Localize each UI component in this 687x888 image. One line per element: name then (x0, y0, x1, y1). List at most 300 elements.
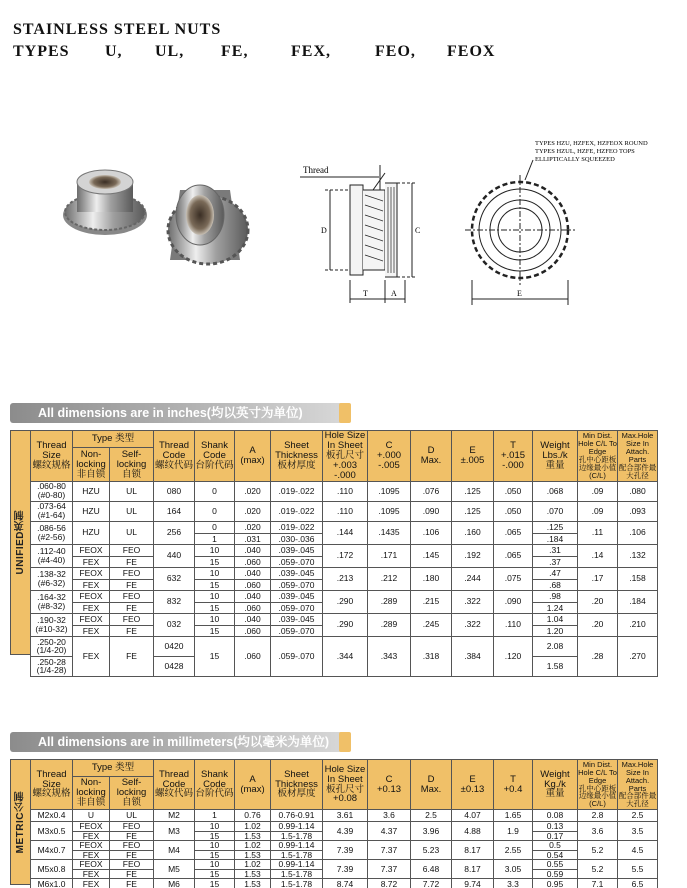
shank-code (195, 822, 235, 841)
selflocking-type: FE (110, 879, 154, 888)
sheet-thickness-1: 1.5-1.78 (271, 850, 322, 859)
c-dim: .1095 (368, 501, 411, 521)
shank-code-0: 10 (209, 821, 220, 831)
inch-thread-size-cell (31, 613, 73, 636)
c-dim: .289 (368, 590, 411, 613)
selflocking-type (110, 822, 154, 841)
thread-size-number: (#4-40) (37, 554, 66, 565)
sheet-thickness-1: .030-.036 (271, 533, 322, 544)
max-hole: 6.5 (618, 879, 658, 888)
t-dim: .075 (494, 567, 533, 590)
inch-header-min-dist: Min Dist. Hole C/L To Edge 孔中心距板边缘最小值(C/L) (578, 431, 617, 480)
e-dim: 9.74 (452, 879, 494, 888)
shank-code-1: 15 (195, 831, 234, 840)
weight-1: 0.59 (533, 869, 577, 878)
sheet-thickness-1: .059-.070 (271, 556, 322, 567)
weight-0: 0.5 (549, 840, 561, 850)
inch-thread-size-cell (31, 481, 73, 501)
a-max-1: 1.53 (235, 850, 270, 859)
a-max (235, 567, 271, 590)
d-max: .145 (411, 544, 452, 567)
nonlocking-type-0: FEOX (79, 821, 103, 831)
max-hole: 4.5 (618, 841, 658, 860)
weight (533, 860, 578, 879)
sheet-thickness-1: .059-.070 (271, 579, 322, 590)
t-dim: 3.3 (494, 879, 533, 888)
t-dim: 1.9 (494, 822, 533, 841)
nonlocking-type: HZU (73, 481, 110, 501)
inch-header-e: E ±.005 (452, 431, 494, 482)
weight (533, 841, 578, 860)
min-dist: .17 (578, 567, 618, 590)
nonlocking-type-1: FEX (73, 579, 109, 590)
sheet-thickness-0: 0.99-1.14 (278, 840, 315, 850)
shank-code: 1 (195, 810, 235, 822)
dim-d-label: D (321, 226, 327, 235)
selflocking-type-1: FE (110, 850, 153, 859)
selflocking-type-0: FEO (122, 544, 141, 555)
selflocking-type (110, 841, 154, 860)
sheet-thickness-1: 1.5-1.78 (271, 831, 322, 840)
hole-size: .213 (323, 567, 368, 590)
thread-size: M6x1.0 (37, 879, 66, 888)
a-max-1: .031 (235, 533, 270, 544)
a-max-0: .040 (244, 567, 261, 578)
hole-size: .110 (323, 501, 368, 521)
c-dim: .1435 (368, 521, 411, 544)
metric-header-t: T +0.4 (494, 760, 533, 810)
inch-header-thread-size: Thread Size 螺纹规格 (31, 431, 73, 482)
a-max-0: 1.02 (244, 821, 261, 831)
metric-thread-size-cell (31, 879, 73, 888)
types-line (13, 43, 495, 61)
metric-header-thread-size: Thread Size 螺纹规格 (31, 760, 73, 810)
shank-code-0: 10 (209, 859, 220, 869)
sheet-thickness (271, 613, 323, 636)
metric-thread-size-cell (31, 841, 73, 860)
inch-sidebar-label: UNIFIED英制 (15, 510, 26, 575)
inch-banner: All dimensions are in inches(均以英寸为单位) (10, 403, 345, 423)
min-dist: .20 (578, 613, 618, 636)
inch-header-weight: Weight Lbs./k 重量 (533, 431, 578, 482)
a-max (235, 521, 271, 544)
e-dim: 8.17 (452, 841, 494, 860)
hole-size: 7.39 (323, 841, 368, 860)
thread-size-number: (#2-56) (37, 531, 66, 542)
shank-code-0: 10 (209, 613, 220, 624)
inch-last-thread-code-a: 0420 (154, 636, 195, 656)
shank-code-0: 10 (209, 567, 220, 578)
type-u: U, (105, 43, 123, 60)
a-max: .020 (235, 501, 271, 521)
inch-header-sheet: Sheet Thickness 板材厚度 (271, 431, 323, 482)
inch-header-type: Type 类型 (73, 431, 154, 448)
selflocking-type-1: FE (110, 602, 153, 613)
inch-last-d: .318 (411, 636, 452, 676)
weight (533, 613, 578, 636)
nonlocking-type-0: FEOX (79, 544, 103, 555)
inch-header-shank-code: Shank Code 台阶代码 (195, 431, 235, 482)
thread-size-number: (#0-80) (37, 490, 66, 501)
max-hole: 2.5 (618, 810, 658, 822)
thread-code: M4 (154, 841, 195, 860)
nut-photo-2 (168, 185, 248, 264)
min-dist: .11 (578, 521, 618, 544)
dim-a-label: A (391, 289, 397, 298)
metric-header-selflocking: Self-locking 自锁 (110, 777, 154, 810)
inch-table-row (31, 567, 658, 590)
selflocking-type (110, 544, 154, 567)
thread-size-number: (#10-32) (35, 623, 68, 634)
t-dim: .065 (494, 521, 533, 544)
t-dim: 3.05 (494, 860, 533, 879)
metric-header-shank-code: Shank Code 台阶代码 (195, 760, 235, 810)
weight: .070 (533, 501, 578, 521)
selflocking-type (110, 860, 154, 879)
inch-thread-size-cell (31, 567, 73, 590)
type-ul: UL, (155, 43, 185, 60)
max-hole: .093 (618, 501, 658, 521)
shank-code (195, 613, 235, 636)
metric-thread-size-cell (31, 860, 73, 879)
thread-code: 256 (154, 521, 195, 544)
selflocking-type-0: FEO (122, 613, 141, 624)
a-max (235, 590, 271, 613)
metric-thread-size-cell (31, 822, 73, 841)
nonlocking-type-1: FEX (73, 831, 109, 840)
metric-thread-size-cell (31, 810, 73, 822)
c-dim: .1095 (368, 481, 411, 501)
e-dim: .160 (452, 521, 494, 544)
metric-header-a: A (max) (235, 760, 271, 810)
inch-thread-size-cell (31, 521, 73, 544)
nonlocking-type: U (73, 810, 110, 822)
inch-last-nonlocking: FEX (73, 636, 110, 676)
thread-code: 632 (154, 567, 195, 590)
inch-header-t: T +.015 -.000 (494, 431, 533, 482)
nonlocking-type (73, 590, 110, 613)
thread-code: 832 (154, 590, 195, 613)
a-max-0: .040 (244, 544, 261, 555)
nonlocking-type (73, 567, 110, 590)
t-dim: 2.55 (494, 841, 533, 860)
selflocking-type-1: FE (110, 831, 153, 840)
thread-size: .060-80 (37, 481, 66, 492)
selflocking-type-0: FEO (122, 859, 141, 869)
inch-last-thread-code-b: 0428 (154, 656, 195, 676)
nonlocking-type-0: FEOX (79, 840, 103, 850)
sheet-thickness-0: .039-.045 (278, 567, 315, 578)
c-dim: 8.72 (368, 879, 411, 888)
metric-sidebar-label: METRIC公制 (15, 790, 26, 854)
metric-table-row (31, 810, 658, 822)
selflocking-type-0: FEO (122, 567, 141, 578)
weight-0: 0.55 (546, 859, 564, 869)
c-dim: 4.37 (368, 822, 411, 841)
min-dist: 2.8 (578, 810, 618, 822)
inch-spec-table (30, 430, 658, 677)
thread-size: .112-40 (37, 545, 66, 556)
d-max: 7.72 (411, 879, 452, 888)
metric-banner: All dimensions are in millimeters(均以毫米为单位) (10, 732, 345, 752)
a-max-1: 1.53 (235, 831, 270, 840)
nonlocking-type-0: FEOX (79, 613, 103, 624)
hole-size: 3.61 (323, 810, 368, 822)
metric-header-e: E ±0.13 (452, 760, 494, 810)
d-max: 3.96 (411, 822, 452, 841)
drawing-note-2: TYPES HZUL, HZFE, HZFEO TOPS (535, 148, 635, 155)
max-hole: 5.5 (618, 860, 658, 879)
technical-drawing (295, 135, 675, 310)
inch-last-max: .270 (618, 636, 658, 676)
nonlocking-type (73, 613, 110, 636)
nut-front-view (465, 160, 575, 305)
shank-code-1: 15 (195, 850, 234, 859)
thread-size-number: (#6-32) (37, 577, 66, 588)
inch-table-row (31, 613, 658, 636)
weight (533, 521, 578, 544)
inch-last-c: .343 (368, 636, 411, 676)
a-max-1: .060 (235, 579, 270, 590)
shank-code (195, 544, 235, 567)
shank-code-1: 1 (195, 533, 234, 544)
shank-code-0: 0 (212, 521, 217, 532)
selflocking-type-1: FE (110, 579, 153, 590)
metric-header-max-hole: Max.Hole Size In Attach. Parts 配合部件最大孔径 (618, 759, 657, 809)
nonlocking-type-1: FEX (73, 625, 109, 636)
nonlocking-type-1: FEX (73, 850, 109, 859)
hole-size: 4.39 (323, 822, 368, 841)
inch-table-row (31, 544, 658, 567)
nonlocking-type: HZU (73, 521, 110, 544)
thread-size-number: (#8-32) (37, 600, 66, 611)
thread-code: 032 (154, 613, 195, 636)
d-max: .076 (411, 481, 452, 501)
thread-size: .190-32 (37, 614, 66, 625)
inch-header-thread-code: Thread Code 螺纹代码 (154, 431, 195, 482)
inch-last-shank: 15 (195, 636, 235, 676)
sheet-thickness (271, 544, 323, 567)
weight: 0.08 (533, 810, 578, 822)
inch-table-body (31, 431, 658, 677)
e-dim: .322 (452, 590, 494, 613)
selflocking-type (110, 590, 154, 613)
inch-header-selflocking: Self-locking 自锁 (110, 448, 154, 482)
inch-table-row (31, 501, 658, 521)
a-max-0: .020 (244, 521, 261, 532)
e-dim: .125 (452, 501, 494, 521)
nonlocking-type-0: FEOX (79, 590, 103, 601)
inch-last-hole: .344 (323, 636, 368, 676)
a-max-1: .060 (235, 602, 270, 613)
min-dist: 5.2 (578, 841, 618, 860)
d-max: 5.23 (411, 841, 452, 860)
c-dim: 7.37 (368, 841, 411, 860)
type-feo: FEO, (375, 43, 416, 60)
inch-thread-size-cell (31, 544, 73, 567)
hole-size: 8.74 (323, 879, 368, 888)
inch-last-weight-b: 1.58 (533, 656, 578, 676)
nonlocking-type (73, 841, 110, 860)
a-max (235, 613, 271, 636)
a-max-0: .040 (244, 613, 261, 624)
selflocking-type-1: FE (110, 625, 153, 636)
t-dim: 1.65 (494, 810, 533, 822)
weight-1: .68 (533, 579, 577, 590)
metric-header-thread-code: Thread Code 螺纹代码 (154, 760, 195, 810)
weight-1: 1.20 (533, 625, 577, 636)
max-hole: 3.5 (618, 822, 658, 841)
max-hole: .184 (618, 590, 658, 613)
thread-code: M2 (154, 810, 195, 822)
metric-header-hole: Hole Size In Sheet 板孔尺寸 +0.08 (323, 760, 368, 810)
inch-header-a: A (max) (235, 431, 271, 482)
sheet-thickness (271, 590, 323, 613)
selflocking-type-0: FEO (122, 821, 141, 831)
dim-c-label: C (415, 226, 421, 235)
c-dim: .289 (368, 613, 411, 636)
inch-header-hole: Hole Size In Sheet 板孔尺寸 +.003 -.000 (323, 431, 368, 482)
metric-table-row (31, 879, 658, 888)
inch-last-t: .120 (494, 636, 533, 676)
sheet-thickness: .019-.022 (271, 501, 323, 521)
metric-header-d: D Max. (411, 760, 452, 810)
a-max (235, 841, 271, 860)
nonlocking-type: HZU (73, 501, 110, 521)
metric-spec-table (30, 759, 658, 888)
shank-code: 0 (195, 481, 235, 501)
thread-size-number: (#1-64) (37, 510, 66, 521)
a-max: 1.53 (235, 879, 271, 888)
a-max-1: .060 (235, 625, 270, 636)
inch-last-sheet: .059-.070 (271, 636, 323, 676)
nonlocking-type: FEX (73, 879, 110, 888)
drawing-note-1: TYPES HZU, HZFEX, HZFEOX ROUND (535, 140, 648, 147)
selflocking-type (110, 613, 154, 636)
dim-t-label: T (363, 289, 368, 298)
hole-size: .110 (323, 481, 368, 501)
c-dim: .171 (368, 544, 411, 567)
weight-1: 0.54 (533, 850, 577, 859)
weight: 0.95 (533, 879, 578, 888)
thread-code: M3 (154, 822, 195, 841)
inch-last-size: .250-20 (1/4-20) .250-28 (1/4-28) (31, 636, 73, 676)
thread-size: M4x0.7 (37, 844, 66, 855)
min-dist: .09 (578, 501, 618, 521)
thread-size: .138-32 (37, 568, 66, 579)
e-dim: .322 (452, 613, 494, 636)
sheet-thickness-0: .039-.045 (278, 590, 315, 601)
sheet-thickness: 1.5-1.78 (271, 879, 323, 888)
types-label: TYPES (13, 43, 70, 60)
metric-header-sheet: Sheet Thickness 板材厚度 (271, 760, 323, 810)
sheet-thickness-0: .039-.045 (278, 544, 315, 555)
weight-0: 1.04 (546, 613, 564, 624)
a-max (235, 822, 271, 841)
weight: .068 (533, 481, 578, 501)
selflocking-type-0: FEO (122, 590, 141, 601)
e-dim: .192 (452, 544, 494, 567)
t-dim: .065 (494, 544, 533, 567)
sheet-thickness-1: 1.5-1.78 (271, 869, 322, 878)
nonlocking-type (73, 860, 110, 879)
t-dim: .110 (494, 613, 533, 636)
shank-code: 15 (195, 879, 235, 888)
selflocking-type-1: FE (110, 869, 153, 878)
a-max-1: 1.53 (235, 869, 270, 878)
max-hole: .132 (618, 544, 658, 567)
nonlocking-type (73, 822, 110, 841)
sheet-thickness (271, 822, 323, 841)
page-title: STAINLESS STEEL NUTS (13, 21, 222, 38)
selflocking-type (110, 567, 154, 590)
sheet-thickness-0: .039-.045 (278, 613, 315, 624)
min-dist: .14 (578, 544, 618, 567)
metric-header-type: Type 类型 (73, 760, 154, 777)
sheet-thickness: 0.76-0.91 (271, 810, 323, 822)
sheet-thickness (271, 841, 323, 860)
hole-size: .172 (323, 544, 368, 567)
weight-1: 1.24 (533, 602, 577, 613)
weight-0: .47 (549, 567, 561, 578)
e-dim: 8.17 (452, 860, 494, 879)
sheet-thickness-0: .019-.022 (278, 521, 315, 532)
e-dim: 4.88 (452, 822, 494, 841)
inch-header-d: D Max. (411, 431, 452, 482)
sheet-thickness (271, 521, 323, 544)
a-max-1: .060 (235, 556, 270, 567)
inch-header-max-hole: Max.Hole Size In Attach. Parts 配合部件最大孔径 (618, 431, 657, 480)
sheet-thickness-0: 0.99-1.14 (278, 859, 315, 869)
max-hole: .106 (618, 521, 658, 544)
metric-table-body (31, 760, 658, 888)
nonlocking-type-1: FEX (73, 869, 109, 878)
thread-label: Thread (303, 165, 329, 175)
selflocking-type: UL (110, 810, 154, 822)
shank-code (195, 567, 235, 590)
metric-table-row (31, 822, 658, 841)
weight (533, 544, 578, 567)
type-fe: FE, (221, 43, 249, 60)
c-dim: 3.6 (368, 810, 411, 822)
min-dist: 5.2 (578, 860, 618, 879)
min-dist: 7.1 (578, 879, 618, 888)
inch-table-row (31, 590, 658, 613)
weight-0: .31 (549, 544, 561, 555)
d-max: 6.48 (411, 860, 452, 879)
sheet-thickness-1: .059-.070 (271, 625, 322, 636)
d-max: .245 (411, 613, 452, 636)
thread-size: .164-32 (37, 591, 66, 602)
a-max: 0.76 (235, 810, 271, 822)
product-photo (50, 160, 260, 280)
nut-photo-1 (63, 170, 147, 235)
e-dim: .244 (452, 567, 494, 590)
thread-code: 440 (154, 544, 195, 567)
e-dim: .125 (452, 481, 494, 501)
max-hole: .158 (618, 567, 658, 590)
d-max: .215 (411, 590, 452, 613)
inch-table-row (31, 521, 658, 544)
weight-0: .125 (546, 521, 564, 532)
a-max-0: 1.02 (244, 859, 261, 869)
sheet-thickness (271, 567, 323, 590)
a-max-0: .040 (244, 590, 261, 601)
t-dim: .050 (494, 501, 533, 521)
a-max: .020 (235, 481, 271, 501)
thread-code: 080 (154, 481, 195, 501)
dim-e-label: E (517, 289, 522, 298)
